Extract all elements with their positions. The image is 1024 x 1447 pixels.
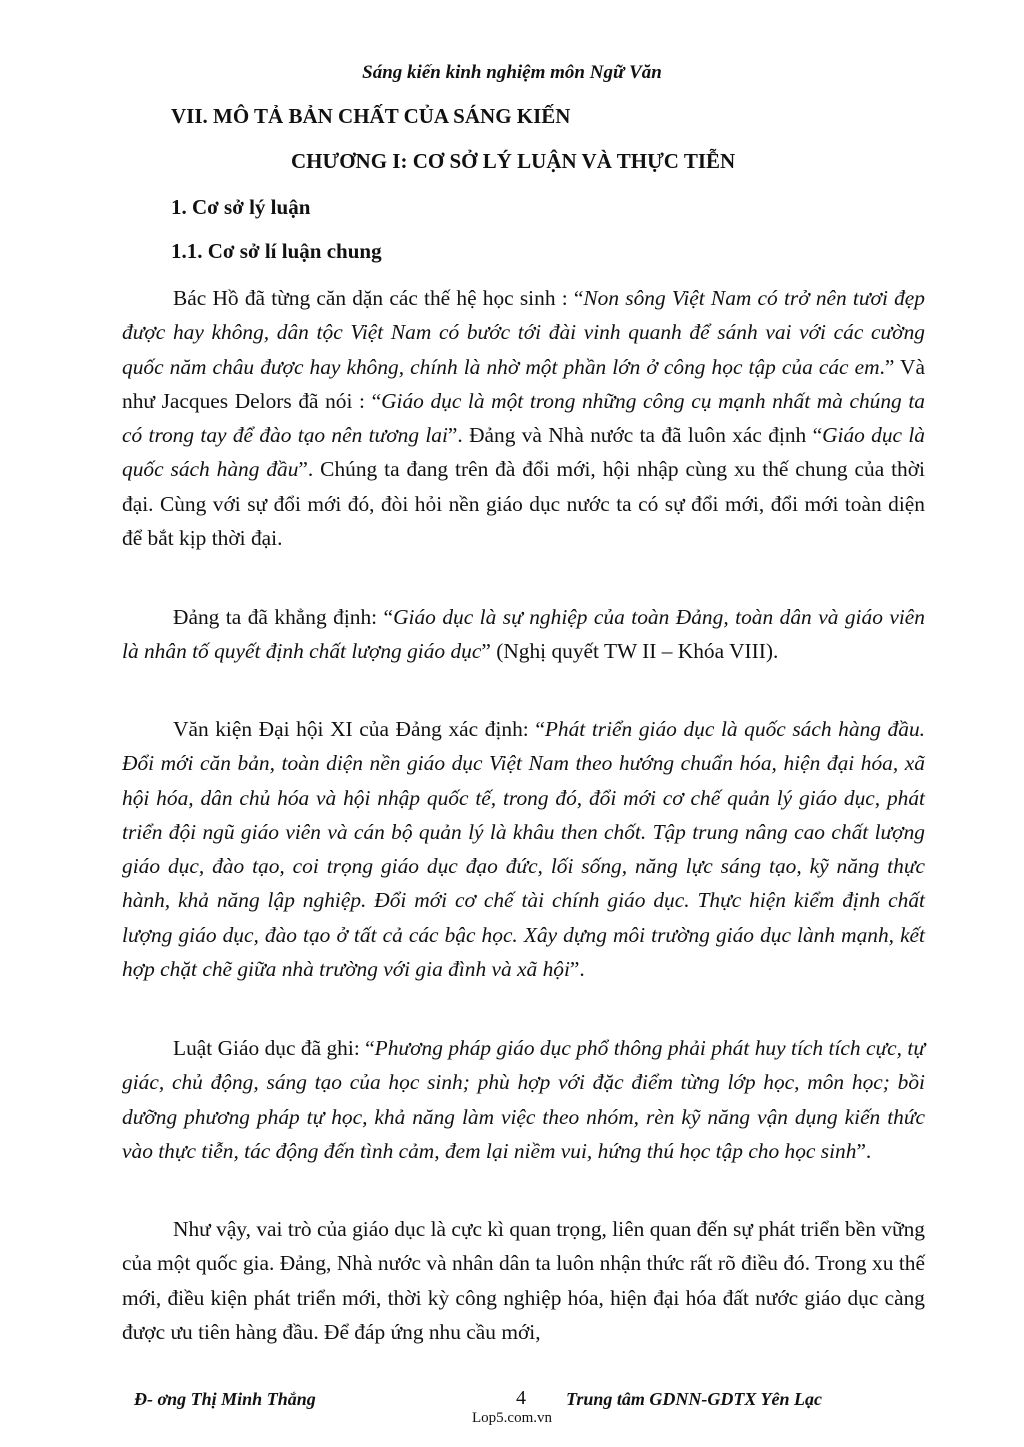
section-title: VII. MÔ TẢ BẢN CHẤT CỦA SÁNG KIẾN (171, 104, 571, 128)
body-text: Văn kiện Đại hội XI của Đảng xác định: “ (173, 717, 545, 741)
quote-text: Phương pháp giáo dục phổ thông phải phát huy tích tích cực, tự giác, chủ động, sáng tạo của học sinh; phù hợp với đặc điểm từng lớp học, môn học; bồi dưỡng phương pháp tự học, khả năng làm việc theo nhóm, rèn kỹ năng vận dụng kiến thức vào thực tiễn, tác động đến tình cảm, đem lại niềm vui, hứng thú học tập cho học sinh (122, 1036, 925, 1163)
quote-text: Giáo dục là một trong những công cụ mạnh nhất mà chúng ta có trong tay để đào tạo nên tương lai (122, 388, 925, 448)
paragraph (122, 1031, 925, 1168)
paragraph (122, 281, 925, 555)
quote-text: Non sông Việt Nam có trở nên tươi đẹp được hay không, dân tộc Việt Nam có bước tới đài vinh quanh để sánh vai với các cường quốc năm châu được hay không, chính là nhờ một phần lớn ở công học tập của các em (122, 286, 925, 379)
paragraph (122, 600, 925, 669)
source-link[interactable]: Lop5.com.vn (472, 1410, 552, 1426)
body-text: ”. (856, 1138, 872, 1163)
body-text: ” (Nghị quyết TW II – Khóa VIII). (481, 639, 779, 664)
quote-text: Phát triển giáo dục là quốc sách hàng đầu. Đổi mới căn bản, toàn diện nền giáo dục Việt Nam theo hướng chuẩn hóa, hiện đại hóa, xã hội hóa, dân chủ hóa và hội nhập quốc tế, trong đó, đổi mới cơ chế quản lý giáo dục, phát triển đội ngũ giáo viên và cán bộ quản lý là khâu then chốt. Tập trung nâng cao chất lượng giáo dục, đào tạo, coi trọng giáo dục đạo đức, lối sống, năng lực sáng tạo, kỹ năng thực hành, khả năng lập nghiệp. Đổi mới cơ chế tài chính giáo dục. Thực hiện kiểm định chất lượng giáo dục, đào tạo ở tất cả các bậc học. Xây dựng môi trường giáo dục lành mạnh, kết hợp chặt chẽ giữa nhà trường với gia đình và xã hội (122, 717, 925, 982)
body-text: Đảng ta đã khẳng định: “ (173, 605, 394, 629)
page-number: 4 (516, 1387, 526, 1409)
body-text: ”. Chúng ta đang trên đà đổi mới, hội nhập cùng xu thế chung của thời đại. Cùng với sự đổi mới đó, đòi hỏi nền giáo dục nước ta có sự đổi mới, đổi mới toàn diện để bắt kịp thời đại. (122, 457, 926, 551)
body-text: ”. (569, 957, 585, 982)
body-text: ”. Đảng và Nhà nước ta đã luôn xác định “ (447, 423, 823, 448)
quote-text: Giáo dục là sự nghiệp của toàn Đảng, toàn dân và giáo viên là nhân tố quyết định chất lượng giáo dục (122, 605, 925, 664)
body-text: .” Và như Jacques Delors đã nói : “ (122, 354, 925, 413)
body-text: Bác Hồ đã từng căn dặn các thế hệ học sinh : “ (173, 286, 584, 310)
heading-1-1: 1.1. Cơ sở lí luận chung (171, 239, 382, 263)
quote-text: Giáo dục là quốc sách hàng đầu (122, 423, 926, 482)
chapter-title: CHƯƠNG I: CƠ SỞ LÝ LUẬN VÀ THỰC TIỄN (291, 149, 736, 173)
body-text: Như vậy, vai trò của giáo dục là cực kì quan trọng, liên quan đến sự phát triển bền vững của một quốc gia. Đảng, Nhà nước và nhân dân ta luôn nhận thức rất rõ điều đó. Trong xu thế mới, điều kiện phát triển mới, thời kỳ công nghiệp hóa, hiện đại hóa đất nước giáo dục càng được ưu tiên hàng đầu. Để đáp ứng nhu cầu mới, (122, 1217, 925, 1344)
paragraph (122, 712, 925, 986)
body-text: Luật Giáo dục đã ghi: “ (173, 1036, 375, 1060)
heading-1: 1. Cơ sở lý luận (171, 195, 311, 219)
paragraph (122, 1212, 925, 1349)
page-header: Sáng kiến kinh nghiệm môn Ngữ Văn (362, 62, 662, 83)
footer-author: Đ- ơng Thị Minh Thắng (134, 1389, 316, 1409)
footer-organization: Trung tâm GDNN-GDTX Yên Lạc (566, 1389, 822, 1409)
